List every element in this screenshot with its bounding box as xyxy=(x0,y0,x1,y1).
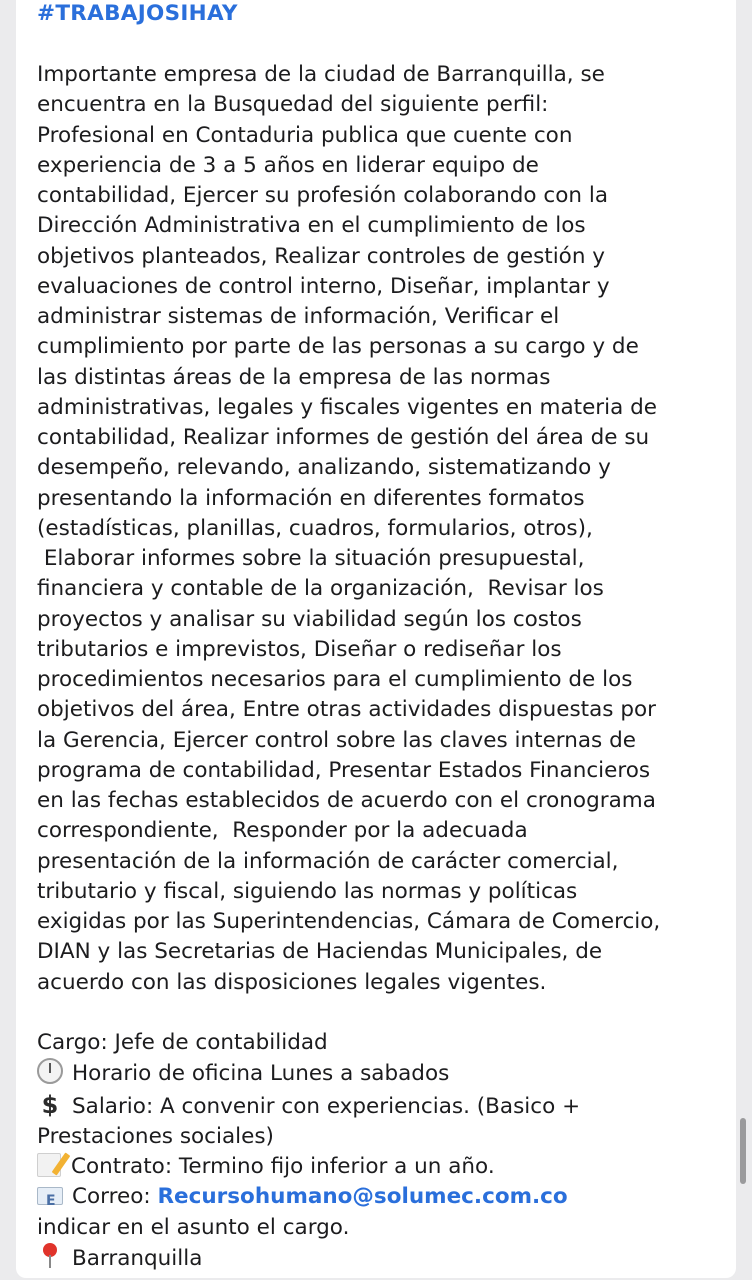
body-line: cumplimiento por parte de las personas a su cargo y de xyxy=(37,334,639,360)
correo-label: Correo: xyxy=(72,1184,158,1210)
body-line: acuerdo con las disposiciones legales vigentes. xyxy=(37,969,547,995)
cargo-line: Cargo: Jefe de contabilidad xyxy=(37,1030,328,1055)
body-line: en las fechas establecidos de acuerdo con el cronograma xyxy=(37,788,656,813)
body-line: correspondiente, Responder por la adecuada xyxy=(37,818,528,844)
post-content xyxy=(37,0,727,1274)
body-line: Profesional en Contaduria publica que cuente con xyxy=(37,122,573,148)
body-line: encuentra en la Busquedad del siguiente perfil: xyxy=(37,92,549,118)
body-line: objetivos planteados, Realizar controles de gestión y xyxy=(37,243,606,269)
body-line: exigidas por las Superintendencias, Cámara de Comercio, xyxy=(37,909,661,934)
body-line: presentación de la información de carácter comercial, xyxy=(37,848,619,874)
body-line: contabilidad, Ejercer su profesión colaborando con la xyxy=(37,183,608,208)
horario-text: Horario de oficina Lunes a sabados xyxy=(72,1061,450,1087)
contrato-text: Contrato: Termino fijo inferior a un año. xyxy=(71,1154,495,1179)
body-line: presentando la información en diferentes formatos xyxy=(37,485,585,511)
hashtag-link[interactable]: #TRABAJOSIHAY xyxy=(37,1,238,26)
body-line: procedimientos necesarios para el cumplimiento de los xyxy=(37,667,633,692)
post-body xyxy=(37,60,727,1274)
asunto-line: indicar en el asunto el cargo. xyxy=(37,1214,350,1240)
dollar-icon: $ xyxy=(41,1090,59,1119)
body-line: tributarios e imprevistos, Diseñar o rediseñar los xyxy=(37,636,562,662)
pin-icon xyxy=(37,1243,63,1269)
body-line: Dirección Administrativa en el cumplimiento de los xyxy=(37,213,586,239)
salario-text: Salario: A convenir con experiencias. (Basico + xyxy=(72,1093,581,1119)
body-line: DIAN y las Secretarias de Haciendas Municipales, de xyxy=(37,939,603,965)
body-line: Elaborar informes sobre la situación presupuestal, xyxy=(37,546,585,571)
body-line: las distintas áreas de la empresa de las normas xyxy=(37,364,551,390)
salario-line xyxy=(37,1090,727,1122)
body-line: programa de contabilidad, Presentar Estados Financieros xyxy=(37,757,651,783)
email-link[interactable]: Recursohumano@solumec.com.co xyxy=(157,1184,568,1210)
contrato-line xyxy=(37,1152,727,1182)
body-line: tributario y fiscal, siguiendo las normas y políticas xyxy=(37,878,578,904)
memo-icon xyxy=(37,1153,61,1177)
body-line: objetivos del área, Entre otras actividades dispuestas por xyxy=(37,697,656,723)
horario-line xyxy=(37,1058,727,1089)
clock-icon xyxy=(37,1058,63,1084)
body-line: administrar sistemas de información, Verificar el xyxy=(37,304,560,329)
body-line: administrativas, legales y fiscales vigentes en materia de xyxy=(37,394,658,420)
body-line: experiencia de 3 a 5 años en liderar equipo de xyxy=(37,152,539,178)
body-line: contabilidad, Realizar informes de gestión del área de su xyxy=(37,425,650,450)
body-line: proyectos y analisar su viabilidad según los costos xyxy=(37,606,582,632)
ubicacion-text: Barranquilla xyxy=(72,1245,203,1271)
email-icon xyxy=(37,1187,63,1205)
scrollbar[interactable] xyxy=(740,1118,746,1184)
correo-line xyxy=(37,1182,727,1212)
body-line: (estadísticas, planillas, cuadros, formularios, otros), xyxy=(37,515,593,541)
body-line: financiera y contable de la organización, Revisar los xyxy=(37,576,604,602)
body-line: la Gerencia, Ejercer control sobre las claves internas de xyxy=(37,727,636,753)
salario-line-2: Prestaciones sociales) xyxy=(37,1123,274,1149)
body-line: Importante empresa de la ciudad de Barranquilla, se xyxy=(37,62,605,87)
body-line: desempeño, relevando, analizando, sistematizando y xyxy=(37,455,611,481)
body-line: evaluaciones de control interno, Diseñar, implantar y xyxy=(37,273,610,299)
ubicacion-line xyxy=(37,1243,727,1274)
spacer xyxy=(37,998,727,1028)
